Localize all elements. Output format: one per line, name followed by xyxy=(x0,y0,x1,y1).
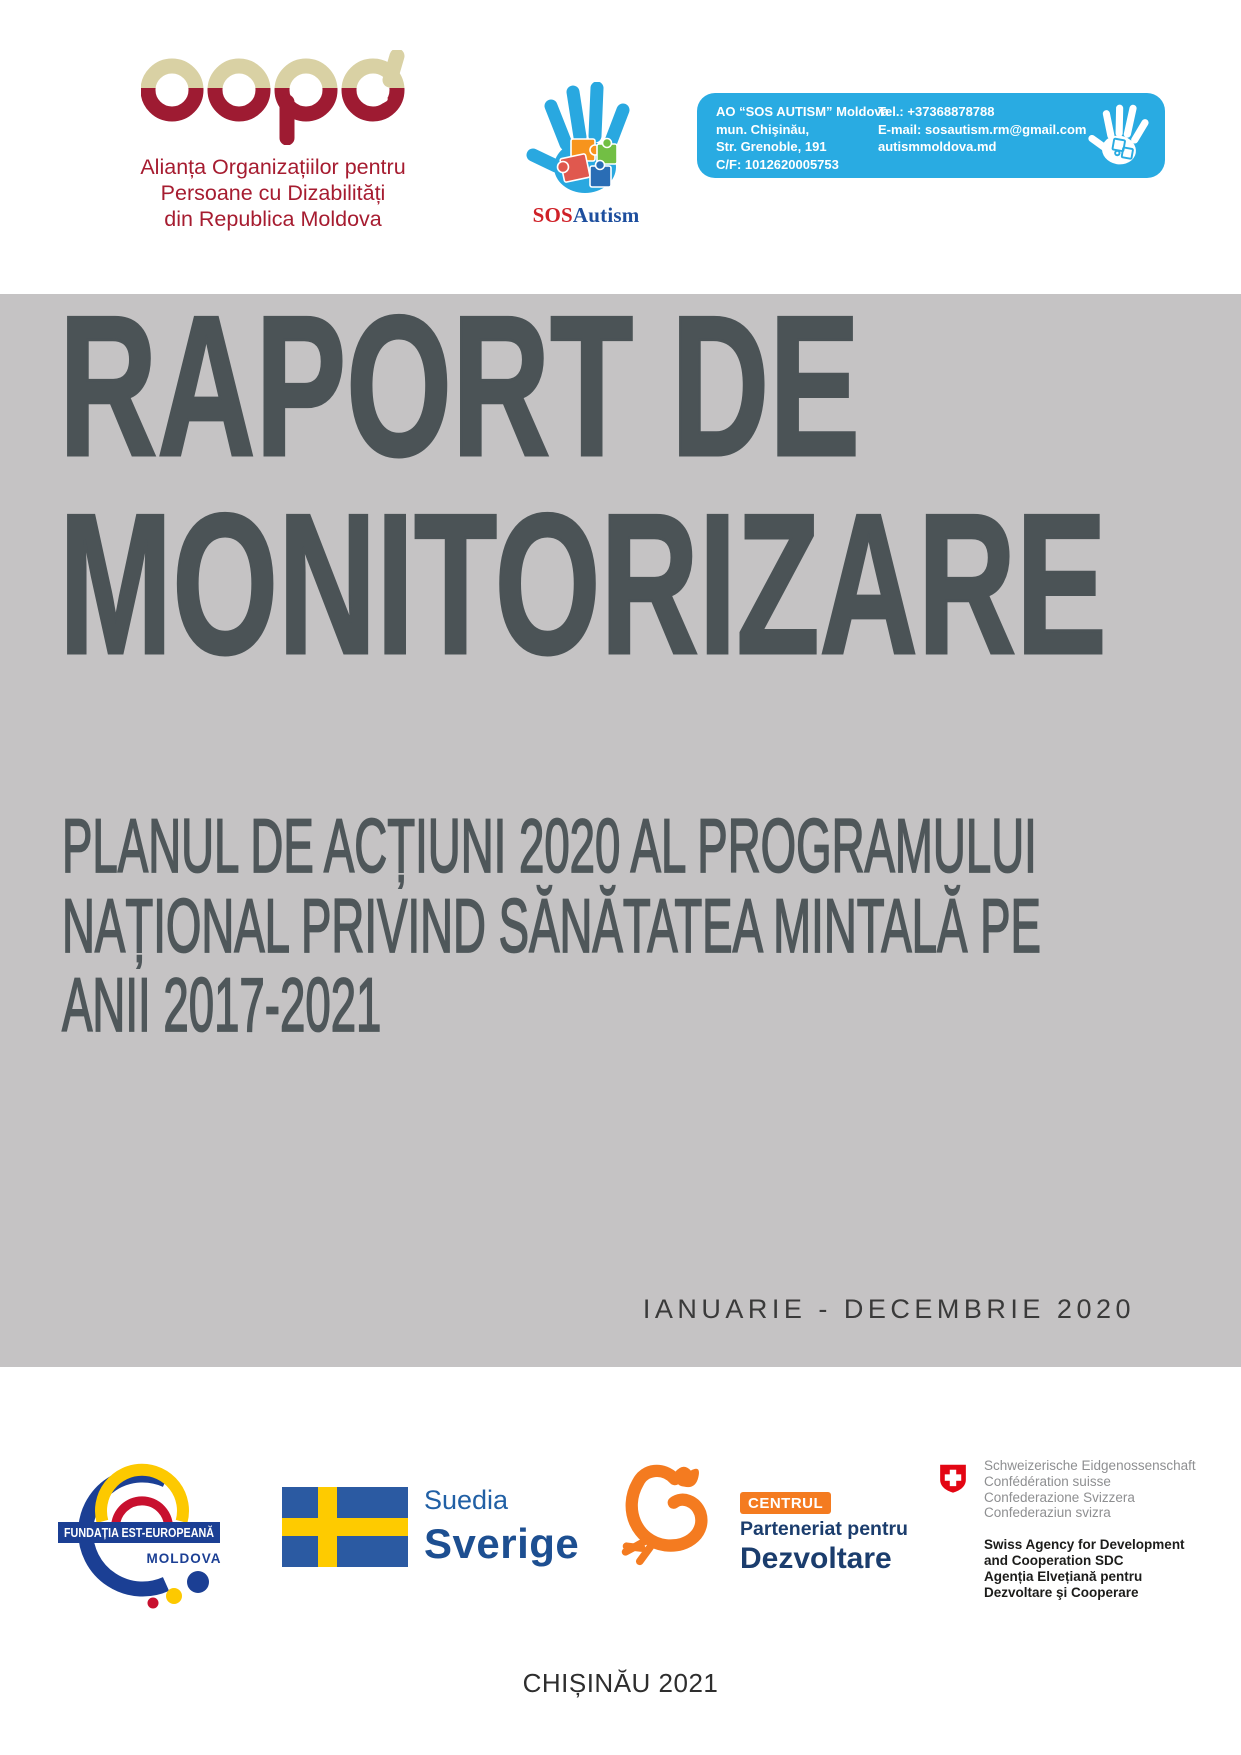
sos-autism-logo xyxy=(520,82,652,228)
cpd-line1: Parteneriat pentru xyxy=(740,1518,908,1540)
swiss-official-line: Schweizerische Eidgenossenschaft xyxy=(984,1458,1196,1473)
fee-band-text: FUNDAȚIA EST-EUROPEANĂ xyxy=(64,1526,239,1540)
org-phone: Tel.: +37368878788 xyxy=(878,104,995,119)
city-year: CHIȘINĂU 2021 xyxy=(522,1668,719,1698)
swiss-official-names xyxy=(984,1458,1196,1521)
cover-title-block xyxy=(0,275,1241,1367)
aopd-wordmark-icon xyxy=(141,50,406,145)
contact-address xyxy=(716,103,889,173)
swiss-official-line: Confederaziun svizra xyxy=(984,1505,1111,1521)
cpd-text xyxy=(740,1492,908,1576)
swiss-agency-line: Swiss Agency for Development xyxy=(984,1537,1185,1553)
fee-country-text: MOLDOVA xyxy=(146,1551,222,1566)
wheelchair-figure-icon xyxy=(362,79,385,103)
report-title-line: RAPORT DE xyxy=(59,275,860,498)
hand-puzzle-icon xyxy=(525,82,647,197)
cpd-swirl-icon xyxy=(618,1456,722,1574)
org-website: autismmoldova.md xyxy=(878,139,997,154)
org-fiscal-code: C/F: 1012620005753 xyxy=(716,156,839,172)
cpd-logo xyxy=(618,1456,918,1596)
sweden-label-ro: Suedia xyxy=(424,1485,509,1515)
report-subtitle-line: ANII 2017-2021 xyxy=(62,963,382,1048)
fee-arcs-icon xyxy=(52,1422,267,1647)
swiss-agency-line: and Cooperation SDC xyxy=(984,1552,1124,1568)
autism-text: Autism xyxy=(572,203,640,227)
sweden-label-sv: Sverige xyxy=(424,1520,580,1567)
report-subtitle-line: NAȚIONAL PRIVIND SĂNĂTATEA MINTALĂ PE xyxy=(62,883,1041,969)
sweden-logo xyxy=(282,1480,612,1600)
swiss-official-line: Confédération suisse xyxy=(984,1473,1111,1489)
aopd-tagline-line: Alianța Organizațiilor pentru xyxy=(140,155,406,179)
swiss-agency-line: Agenția Elvețiană pentru xyxy=(984,1568,1143,1584)
swiss-agency-line: Dezvoltare şi Cooperare xyxy=(984,1584,1139,1600)
aopd-tagline-line: din Republica Moldova xyxy=(164,207,382,231)
report-title-line: MONITORIZARE xyxy=(59,473,1107,696)
white-hand-icon xyxy=(1083,96,1160,176)
org-street: Str. Grenoble, 191 xyxy=(716,139,827,154)
aopd-logo xyxy=(138,50,408,232)
contact-banner xyxy=(697,93,1165,178)
org-city: mun. Chişinău, xyxy=(716,121,810,137)
sos-autism-wordmark xyxy=(520,203,652,228)
org-name: AO “SOS AUTISM” Moldova xyxy=(716,104,889,119)
swiss-text-block xyxy=(984,1458,1196,1600)
sos-text: SOS xyxy=(532,203,573,227)
org-email: E-mail: sosautism.rm@gmail.com xyxy=(878,121,1087,137)
report-subtitle-line: PLANUL DE ACȚIUNI 2020 AL PROGRAMULUI xyxy=(62,804,1037,889)
contact-details xyxy=(878,103,1086,156)
aopd-tagline-line: Persoane cu Dizabilități xyxy=(160,181,386,205)
sweden-flag-icon xyxy=(282,1487,408,1567)
aopd-tagline xyxy=(138,154,408,232)
fee-logo xyxy=(52,1422,267,1652)
report-period: IANUARIE - DECEMBRIE 2020 xyxy=(642,1294,1135,1324)
cpd-line2: Dezvoltare xyxy=(740,1542,892,1575)
cpd-badge: CENTRUL xyxy=(740,1492,831,1514)
swiss-shield-icon xyxy=(938,1461,968,1497)
swiss-official-line: Confederazione Svizzera xyxy=(984,1489,1135,1505)
report-title xyxy=(59,275,1241,696)
report-subtitle xyxy=(62,804,1241,1048)
swiss-agency-names xyxy=(984,1537,1196,1600)
